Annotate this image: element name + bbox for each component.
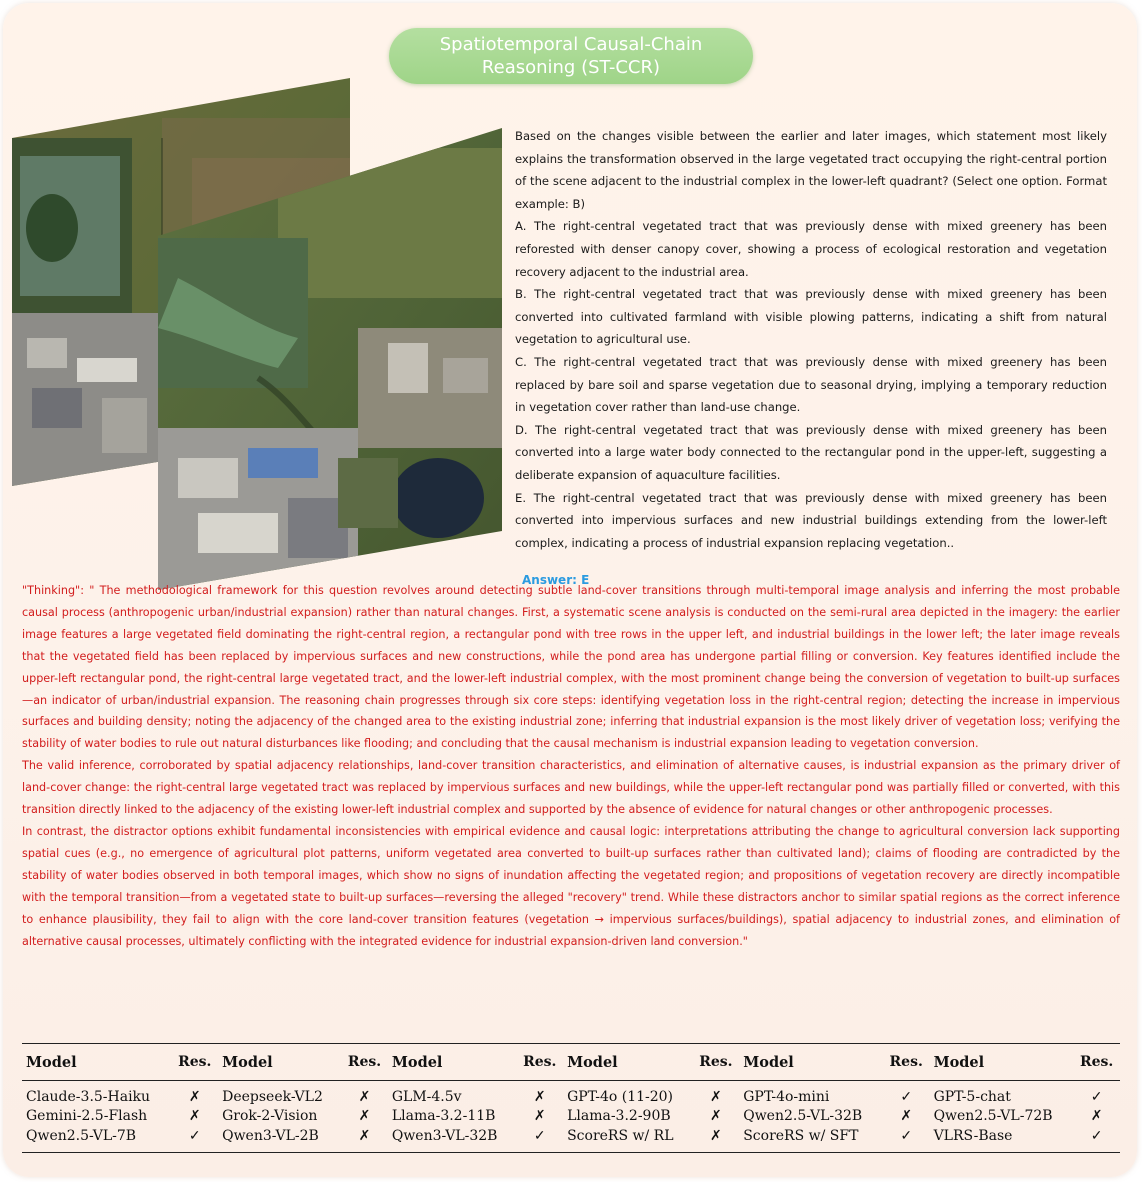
model-name: ScoreRS w/ SFT: [739, 1126, 883, 1152]
result-mark: ✓: [883, 1126, 930, 1152]
table-row: [22, 1107, 1120, 1127]
question-stem: Based on the changes visible between the earlier and later images, which statement most likely explains the transformation observed in the large vegetated tract occupying the right-central portion of the scene adjacent to the industrial complex in the lower-left quadrant? (Select one option. Format example: B): [515, 129, 1107, 211]
header-res: Res.: [516, 1044, 563, 1081]
title-line-2: Reasoning (ST-CCR): [481, 57, 661, 78]
model-name: Qwen2.5-VL-72B: [933, 1108, 1053, 1125]
result-mark: ✗: [188, 1108, 201, 1125]
result-mark: ✗: [900, 1108, 913, 1125]
result-mark: ✗: [358, 1108, 371, 1125]
option-c: C. The right-central vegetated tract that was previously dense with mixed greenery has been replaced by bare soil and sparse vegetation due to seasonal drying, implying a temporary reduction in vegetation cover rather than land-use change.: [515, 354, 1107, 415]
option-b: B. The right-central vegetated tract that was previously dense with mixed greenery has been converted into cultivated farmland with visible plowing patterns, indicating a shift from natural vegetation to agricultural use.: [515, 287, 1107, 347]
header-res: Res.: [1073, 1044, 1120, 1081]
title-banner: [389, 28, 753, 84]
model-name: GPT-4o (11-20): [567, 1088, 674, 1105]
header-res: Res.: [693, 1044, 740, 1081]
answer-label: Answer: E: [522, 573, 590, 587]
option-e: E. The right-central vegetated tract that was previously dense with mixed greenery has been converted into impervious surfaces and new industrial buildings extending from the lower-left complex, indicating a process of industrial expansion replacing vegetation..: [515, 490, 1107, 550]
results-table: [22, 1043, 1120, 1153]
model-name: GPT-5-chat: [933, 1088, 1011, 1105]
thinking-paragraph-1: "Thinking": " The methodological framework for this question revolves around detecting subtle land-cover transitions through multi-temporal image analysis and inferring the most probable causal process (anthropogenic urban/industrial expansion) rather than natural changes. First, a systematic scene analysis is conducted on the semi-rural area depicted in the imagery: the earlier image features a large vegetated field dominating the right-central region, a rectangular pond with tree rows in the upper left, and industrial buildings in the lower left; the later image reveals that the vegetated field has been replaced by impervious surfaces and new constructions, while the pond area has undergone partial filling or conversion. Key features identified include the upper-left rectangular pond, the right-central large vegetated tract, and the lower-left industrial complex, with the most prominent change being the conversion of vegetation to built-up surfaces—an indicator of urban/industrial expansion. The reasoning chain progresses through six core steps: identifying vegetation loss in the right-central region; detecting the increase in impervious surfaces and building density; noting the adjacency of the changed area to the existing industrial zone; inferring that industrial expansion is the most likely driver of vegetation loss; verifying the stability of water bodies to rule out natural disturbances like flooding; and concluding that the causal mechanism is industrial expansion leading to vegetation conversion.: [22, 584, 1120, 751]
model-name: Deepseek-VL2: [222, 1088, 323, 1105]
result-mark: ✗: [533, 1088, 546, 1105]
header-res: Res.: [171, 1044, 218, 1081]
model-name: Qwen3-VL-32B: [388, 1126, 517, 1152]
header-model: Model: [218, 1044, 341, 1081]
header-res: Res.: [341, 1044, 388, 1081]
header-model: Model: [563, 1044, 692, 1081]
result-mark: ✗: [709, 1088, 722, 1105]
model-name: GPT-4o-mini: [743, 1088, 830, 1105]
result-mark: ✓: [900, 1088, 913, 1105]
result-mark: ✓: [171, 1126, 218, 1152]
model-name: Qwen2.5-VL-7B: [22, 1126, 171, 1152]
model-name: Grok-2-Vision: [222, 1108, 318, 1125]
result-mark: ✓: [1090, 1088, 1103, 1105]
question-block: [515, 125, 1107, 554]
title-line-1: Spatiotemporal Causal-Chain: [439, 34, 703, 55]
model-name: Llama-3.2-11B: [391, 1108, 496, 1125]
option-a: A. The right-central vegetated tract that was previously dense with mixed greenery has been reforested with denser canopy cover, showing a process of ecological restoration and vegetation recovery adjacent to the industrial area.: [515, 219, 1107, 279]
header-model: Model: [930, 1044, 1074, 1081]
model-name: VLRS-Base: [930, 1126, 1074, 1152]
thinking-block: [22, 580, 1120, 952]
header-model: Model: [388, 1044, 517, 1081]
result-mark: ✗: [709, 1108, 722, 1125]
results-header-row: [22, 1044, 1120, 1081]
header-model: Model: [739, 1044, 883, 1081]
later-satellite-image: [158, 128, 504, 596]
model-name: Llama-3.2-90B: [567, 1108, 671, 1125]
model-name: Qwen3-VL-2B: [218, 1126, 341, 1152]
thinking-paragraph-3: In contrast, the distractor options exhibit fundamental inconsistencies with empirical evidence and causal logic: interpretations attributing the change to agricultural conversion lack supporting spatial cues (e.g., no emergence of agricultural plot patterns, uniform vegetated area converted to built-up surfaces rather than cultivated land); claims of flooding are contradicted by the stability of water bodies observed in both temporal images, which show no signs of inundation affecting the vegetated region; and propositions of vegetation recovery are directly incompatible with the temporal transition—from a vegetated state to built-up surfaces—reversing the alleged "recovery" trend. While these distractors anchor to similar spatial regions as the correct inference to enhance plausibility, they fail to align with the core land-cover transition features (vegetation → impervious surfaces/buildings), spatial adjacency to industrial zones, and elimination of alternative causal processes, ultimately conflicting with the integrated evidence for industrial expansion-driven land conversion.": [22, 824, 1120, 948]
option-d: D. The right-central vegetated tract that was previously dense with mixed greenery has been converted into a large water body connected to the rectangular pond in the upper-left, suggesting a deliberate expansion of aquaculture facilities.: [515, 422, 1107, 482]
result-mark: ✓: [1073, 1126, 1120, 1152]
result-mark: ✗: [1090, 1108, 1103, 1125]
header-model: Model: [22, 1044, 171, 1081]
model-name: GLM-4.5v: [391, 1088, 462, 1105]
result-mark: ✗: [358, 1088, 371, 1105]
model-name: Claude-3.5-Haiku: [26, 1088, 151, 1105]
result-mark: ✗: [533, 1108, 546, 1125]
thinking-paragraph-2: The valid inference, corroborated by spatial adjacency relationships, land-cover transition characteristics, and elimination of alternative causes, is industrial expansion as the primary driver of land-cover change: the right-central large vegetated tract was replaced by impervious surfaces and new buildings, while the upper-left rectangular pond was partially filled or converted, with this transition directly linked to the adjacency of the existing lower-left industrial complex and supported by the absence of evidence for natural changes or other anthropogenic processes.: [22, 759, 1120, 817]
result-mark: ✗: [693, 1126, 740, 1152]
result-mark: ✗: [188, 1088, 201, 1105]
table-row: [22, 1126, 1120, 1152]
model-name: Gemini-2.5-Flash: [26, 1108, 148, 1125]
model-name: Qwen2.5-VL-32B: [743, 1108, 863, 1125]
result-mark: ✗: [341, 1126, 388, 1152]
model-name: ScoreRS w/ RL: [563, 1126, 692, 1152]
table-row: [22, 1081, 1120, 1107]
header-res: Res.: [883, 1044, 930, 1081]
result-mark: ✓: [516, 1126, 563, 1152]
